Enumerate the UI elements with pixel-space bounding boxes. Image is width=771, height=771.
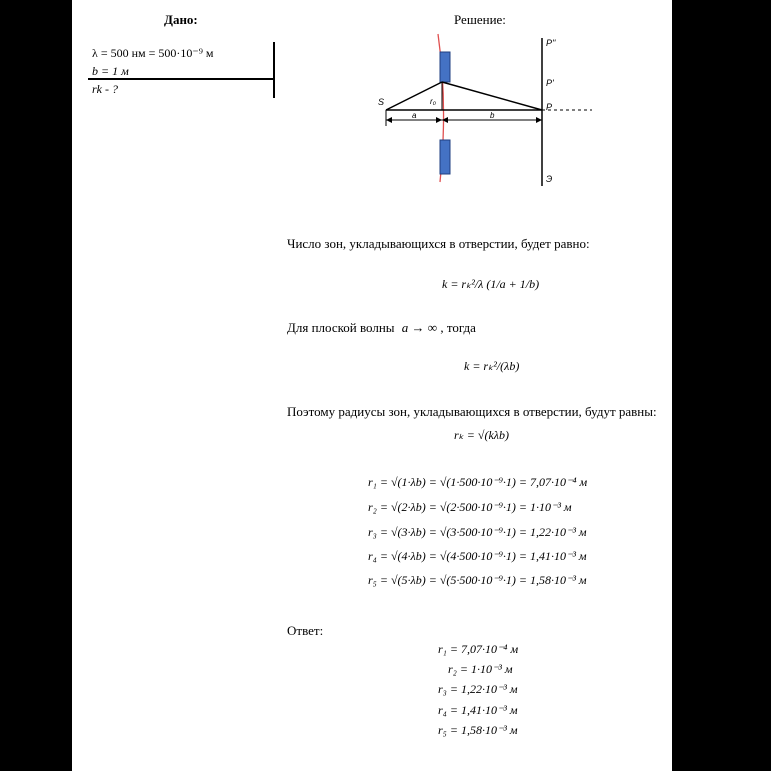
- answer-r3: r₃ = 1,22·10⁻³ м: [438, 682, 518, 696]
- ray-top-p: [442, 82, 542, 110]
- result-r5: r₅ = √(5·λb) = √(5·500·10⁻⁹·1) = 1,58·10⁻³ м: [368, 573, 587, 587]
- answer-title: Ответ:: [287, 623, 324, 638]
- formula-rk: rₖ = √(kλb): [454, 428, 509, 442]
- formula-k-general: k = rₖ²/λ (1/a + 1/b): [442, 277, 540, 291]
- result-r4: r₄ = √(4·λb) = √(4·500·10⁻⁹·1) = 1,41·10⁻³ м: [368, 549, 587, 563]
- result-r2: r₂ = √(2·λb) = √(2·500·10⁻⁹·1) = 1·10⁻³ м: [368, 500, 572, 514]
- answer-r5: r₅ = 1,58·10⁻³ м: [438, 723, 518, 737]
- radii-text: Поэтому радиусы зон, укладывающихся в отверстии, будут равны:: [287, 404, 657, 419]
- answer-r4: r₄ = 1,41·10⁻³ м: [438, 703, 518, 717]
- plane-wave-text-pre: Для плоской волны: [287, 320, 395, 335]
- optics-diagram: [372, 30, 632, 190]
- given-divider: [88, 78, 274, 80]
- solution-title: Решение:: [454, 12, 506, 27]
- document-page: [72, 0, 672, 771]
- label-e: Э: [546, 174, 553, 184]
- given-title: Дано:: [164, 12, 198, 27]
- label-p1: P': [546, 78, 554, 88]
- answer-r2: r₂ = 1·10⁻³ м: [448, 662, 513, 676]
- given-distance: b = 1 м: [92, 64, 129, 78]
- zones-count-text: Число зон, укладывающихся в отверстии, будет равно:: [287, 236, 590, 251]
- label-p: P: [546, 102, 553, 112]
- result-r3: r₃ = √(3·λb) = √(3·500·10⁻⁹·1) = 1,22·10⁻³ м: [368, 525, 587, 539]
- label-p2: P'': [546, 38, 556, 48]
- screen-top: [440, 52, 450, 82]
- label-r0: r₀: [430, 97, 437, 106]
- plane-wave-text-post: , тогда: [440, 320, 476, 335]
- plane-wave-math: a → ∞: [401, 320, 438, 335]
- plane-wave-text: [287, 320, 476, 335]
- label-s: S: [378, 97, 385, 107]
- answer-r1: r₁ = 7,07·10⁻⁴ м: [438, 642, 519, 656]
- formula-k-plane: k = rₖ²/(λb): [464, 359, 520, 373]
- screen-bottom: [440, 140, 450, 174]
- given-vertical-divider: [273, 42, 275, 98]
- label-b: b: [490, 111, 495, 120]
- given-unknown: rk - ?: [92, 82, 118, 96]
- label-a: a: [412, 111, 417, 120]
- given-wavelength: λ = 500 нм = 500·10⁻⁹ м: [92, 46, 214, 60]
- result-r1: r₁ = √(1·λb) = √(1·500·10⁻⁹·1) = 7,07·10⁻⁴ м: [368, 475, 588, 489]
